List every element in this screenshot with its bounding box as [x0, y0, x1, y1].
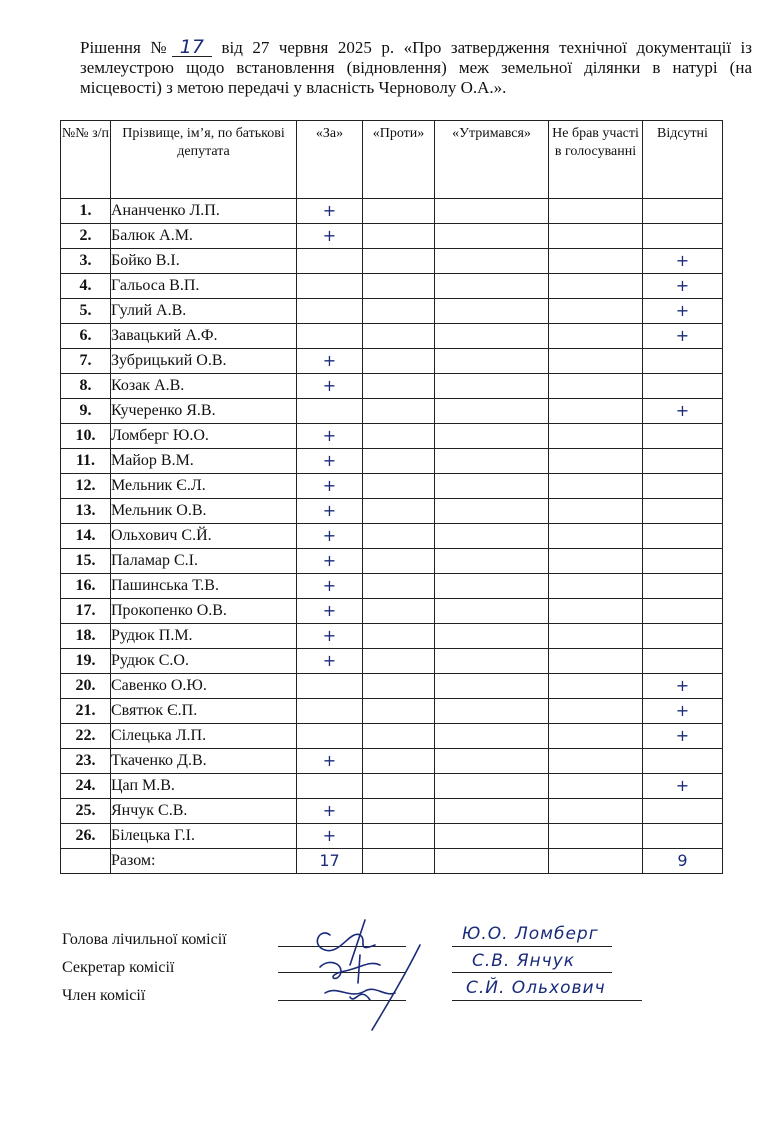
chair-name-line — [452, 946, 612, 947]
vote-abstain — [435, 274, 549, 299]
vote-absent — [643, 824, 723, 849]
table-row — [61, 399, 723, 424]
total-row — [61, 849, 723, 874]
table-row — [61, 699, 723, 724]
row-number: 9. — [61, 399, 111, 424]
vote-absent — [643, 449, 723, 474]
table-row — [61, 324, 723, 349]
vote-not-voted — [549, 199, 643, 224]
vote-not-voted — [549, 474, 643, 499]
vote-against — [363, 474, 435, 499]
vote-against — [363, 224, 435, 249]
table-row — [61, 824, 723, 849]
secretary-name: С.В. Янчук — [472, 951, 576, 971]
table-row — [61, 224, 723, 249]
col-absent-header: Відсутні — [643, 121, 723, 199]
total-for: 17 — [297, 849, 363, 874]
vote-against — [363, 299, 435, 324]
table-row — [61, 599, 723, 624]
table-row — [61, 724, 723, 749]
vote-absent — [643, 749, 723, 774]
total-label: Разом: — [111, 849, 297, 874]
vote-against — [363, 274, 435, 299]
decision-title: від 27 червня 2025 р. «Про затвердження технічної документації із землеустрою щодо встановлення (відновлення) меж земельної ділянки в натурі (на місцевості) з метою передачі у власність Черноволу О.А.». — [80, 38, 752, 97]
row-number: 8. — [61, 374, 111, 399]
vote-absent — [643, 374, 723, 399]
voting-table — [60, 120, 723, 874]
vote-not-voted — [549, 399, 643, 424]
vote-absent: + — [643, 249, 723, 274]
vote-not-voted — [549, 224, 643, 249]
table-row — [61, 624, 723, 649]
vote-not-voted — [549, 449, 643, 474]
vote-absent: + — [643, 774, 723, 799]
member-name-line — [452, 1000, 642, 1001]
row-number: 17. — [61, 599, 111, 624]
vote-against — [363, 624, 435, 649]
vote-for — [297, 249, 363, 274]
row-number: 12. — [61, 474, 111, 499]
vote-abstain — [435, 724, 549, 749]
signature-labels — [62, 926, 227, 1010]
vote-absent — [643, 349, 723, 374]
vote-against — [363, 424, 435, 449]
vote-abstain — [435, 299, 549, 324]
deputy-name: Білецька Г.І. — [111, 824, 297, 849]
vote-for: + — [297, 574, 363, 599]
vote-against — [363, 574, 435, 599]
deputy-name: Майор В.М. — [111, 449, 297, 474]
vote-abstain — [435, 824, 549, 849]
deputy-name: Прокопенко О.В. — [111, 599, 297, 624]
vote-for — [297, 674, 363, 699]
table-row — [61, 349, 723, 374]
chair-name: Ю.О. Ломберг — [462, 924, 599, 944]
vote-absent: + — [643, 274, 723, 299]
vote-not-voted — [549, 724, 643, 749]
member-name: С.Й. Ольхович — [466, 978, 606, 998]
table-row — [61, 274, 723, 299]
row-number: 22. — [61, 724, 111, 749]
vote-for: + — [297, 624, 363, 649]
deputy-name: Рудюк П.М. — [111, 624, 297, 649]
vote-abstain — [435, 499, 549, 524]
row-number: 1. — [61, 199, 111, 224]
row-number: 7. — [61, 349, 111, 374]
table-row — [61, 749, 723, 774]
vote-not-voted — [549, 699, 643, 724]
row-number: 13. — [61, 499, 111, 524]
vote-absent — [643, 549, 723, 574]
chair-label: Голова лічильної комісії — [62, 931, 227, 948]
vote-against — [363, 199, 435, 224]
row-number: 5. — [61, 299, 111, 324]
vote-abstain — [435, 549, 549, 574]
deputy-name: Гулий А.В. — [111, 299, 297, 324]
vote-absent: + — [643, 724, 723, 749]
vote-not-voted — [549, 349, 643, 374]
vote-abstain — [435, 224, 549, 249]
table-row — [61, 199, 723, 224]
vote-for: + — [297, 424, 363, 449]
vote-for: + — [297, 449, 363, 474]
vote-absent — [643, 499, 723, 524]
total-absent: 9 — [643, 849, 723, 874]
vote-not-voted — [549, 299, 643, 324]
vote-not-voted — [549, 749, 643, 774]
vote-not-voted — [549, 374, 643, 399]
deputy-name: Ткаченко Д.В. — [111, 749, 297, 774]
vote-against — [363, 724, 435, 749]
row-number: 18. — [61, 624, 111, 649]
vote-not-voted — [549, 574, 643, 599]
vote-for — [297, 324, 363, 349]
vote-against — [363, 349, 435, 374]
deputy-name: Балюк А.М. — [111, 224, 297, 249]
vote-absent — [643, 624, 723, 649]
vote-not-voted — [549, 649, 643, 674]
vote-for — [297, 399, 363, 424]
vote-absent — [643, 474, 723, 499]
col-num-header: №№ з/п — [61, 121, 111, 199]
deputy-name: Зубрицький О.В. — [111, 349, 297, 374]
table-row — [61, 499, 723, 524]
vote-abstain — [435, 624, 549, 649]
deputy-name: Ананченко Л.П. — [111, 199, 297, 224]
vote-abstain — [435, 349, 549, 374]
row-number: 3. — [61, 249, 111, 274]
secretary-name-line — [452, 972, 612, 973]
vote-for: + — [297, 349, 363, 374]
table-header-row — [61, 121, 723, 199]
vote-for — [297, 699, 363, 724]
col-abstain-header: «Утримався» — [435, 121, 549, 199]
vote-for: + — [297, 599, 363, 624]
vote-not-voted — [549, 424, 643, 449]
vote-abstain — [435, 599, 549, 624]
vote-absent — [643, 799, 723, 824]
row-number: 10. — [61, 424, 111, 449]
vote-absent — [643, 199, 723, 224]
vote-against — [363, 374, 435, 399]
vote-not-voted — [549, 624, 643, 649]
table-row — [61, 574, 723, 599]
deputy-name: Рудюк С.О. — [111, 649, 297, 674]
row-number: 24. — [61, 774, 111, 799]
vote-abstain — [435, 374, 549, 399]
row-number: 6. — [61, 324, 111, 349]
vote-against — [363, 549, 435, 574]
row-number: 15. — [61, 549, 111, 574]
vote-for: + — [297, 649, 363, 674]
vote-against — [363, 599, 435, 624]
vote-for: + — [297, 824, 363, 849]
vote-absent — [643, 574, 723, 599]
vote-abstain — [435, 199, 549, 224]
row-number: 4. — [61, 274, 111, 299]
vote-against — [363, 774, 435, 799]
row-number: 23. — [61, 749, 111, 774]
vote-abstain — [435, 249, 549, 274]
vote-for: + — [297, 224, 363, 249]
deputy-name: Кучеренко Я.В. — [111, 399, 297, 424]
vote-not-voted — [549, 524, 643, 549]
vote-absent: + — [643, 399, 723, 424]
col-name-header: Прізвище, ім’я, по батькові депутата — [111, 121, 297, 199]
vote-against — [363, 524, 435, 549]
deputy-name: Сілецька Л.П. — [111, 724, 297, 749]
vote-for — [297, 299, 363, 324]
vote-for: + — [297, 749, 363, 774]
vote-for: + — [297, 549, 363, 574]
table-row — [61, 774, 723, 799]
deputy-name: Мельник Є.Л. — [111, 474, 297, 499]
deputy-name: Гальоса В.П. — [111, 274, 297, 299]
deputy-name: Савенко О.Ю. — [111, 674, 297, 699]
vote-abstain — [435, 574, 549, 599]
vote-absent — [643, 599, 723, 624]
table-row — [61, 524, 723, 549]
deputy-name: Цап М.В. — [111, 774, 297, 799]
vote-abstain — [435, 424, 549, 449]
vote-not-voted — [549, 274, 643, 299]
vote-not-voted — [549, 674, 643, 699]
member-label: Член комісії — [62, 987, 146, 1004]
vote-abstain — [435, 399, 549, 424]
vote-for: + — [297, 474, 363, 499]
row-number: 19. — [61, 649, 111, 674]
deputy-name: Паламар С.І. — [111, 549, 297, 574]
vote-for: + — [297, 199, 363, 224]
row-number: 11. — [61, 449, 111, 474]
vote-for — [297, 774, 363, 799]
vote-against — [363, 324, 435, 349]
vote-not-voted — [549, 249, 643, 274]
table-row — [61, 374, 723, 399]
vote-not-voted — [549, 599, 643, 624]
vote-for — [297, 274, 363, 299]
vote-absent: + — [643, 699, 723, 724]
vote-for: + — [297, 524, 363, 549]
deputy-name: Пашинська Т.В. — [111, 574, 297, 599]
vote-not-voted — [549, 824, 643, 849]
row-number: 25. — [61, 799, 111, 824]
deputy-name: Мельник О.В. — [111, 499, 297, 524]
vote-abstain — [435, 324, 549, 349]
vote-against — [363, 649, 435, 674]
table-row — [61, 249, 723, 274]
table-row — [61, 549, 723, 574]
table-row — [61, 649, 723, 674]
deputy-name: Ломберг Ю.О. — [111, 424, 297, 449]
decision-prefix: Рішення № — [80, 38, 172, 57]
vote-absent — [643, 224, 723, 249]
vote-for: + — [297, 499, 363, 524]
row-number: 26. — [61, 824, 111, 849]
vote-abstain — [435, 749, 549, 774]
vote-not-voted — [549, 549, 643, 574]
secretary-label: Секретар комісії — [62, 959, 175, 976]
vote-against — [363, 799, 435, 824]
table-row — [61, 424, 723, 449]
vote-not-voted — [549, 324, 643, 349]
vote-abstain — [435, 774, 549, 799]
vote-not-voted — [549, 799, 643, 824]
vote-against — [363, 449, 435, 474]
deputy-name: Завацький А.Ф. — [111, 324, 297, 349]
vote-absent: + — [643, 299, 723, 324]
vote-abstain — [435, 449, 549, 474]
vote-against — [363, 749, 435, 774]
row-number: 2. — [61, 224, 111, 249]
col-not-voted-header: Не брав участі в голосуванні — [549, 121, 643, 199]
vote-for: + — [297, 799, 363, 824]
vote-not-voted — [549, 774, 643, 799]
vote-against — [363, 674, 435, 699]
row-number: 14. — [61, 524, 111, 549]
table-row — [61, 474, 723, 499]
vote-abstain — [435, 699, 549, 724]
vote-absent: + — [643, 674, 723, 699]
deputy-name: Святюк Є.П. — [111, 699, 297, 724]
vote-against — [363, 499, 435, 524]
decision-header — [80, 38, 752, 98]
vote-against — [363, 824, 435, 849]
deputy-name: Козак А.В. — [111, 374, 297, 399]
vote-abstain — [435, 649, 549, 674]
row-number: 16. — [61, 574, 111, 599]
deputy-name: Бойко В.І. — [111, 249, 297, 274]
vote-absent — [643, 424, 723, 449]
vote-against — [363, 699, 435, 724]
decision-number: 17 — [172, 38, 212, 57]
table-row — [61, 799, 723, 824]
vote-absent — [643, 649, 723, 674]
vote-for: + — [297, 374, 363, 399]
vote-not-voted — [549, 499, 643, 524]
row-number: 21. — [61, 699, 111, 724]
vote-abstain — [435, 474, 549, 499]
col-against-header: «Проти» — [363, 121, 435, 199]
handwritten-signatures — [290, 905, 440, 1035]
vote-against — [363, 249, 435, 274]
vote-abstain — [435, 674, 549, 699]
col-for-header: «За» — [297, 121, 363, 199]
vote-abstain — [435, 524, 549, 549]
vote-for — [297, 724, 363, 749]
table-row — [61, 299, 723, 324]
vote-abstain — [435, 799, 549, 824]
vote-absent: + — [643, 324, 723, 349]
vote-absent — [643, 524, 723, 549]
deputy-name: Ольхович С.Й. — [111, 524, 297, 549]
row-number: 20. — [61, 674, 111, 699]
table-row — [61, 449, 723, 474]
deputy-name: Янчук С.В. — [111, 799, 297, 824]
vote-against — [363, 399, 435, 424]
table-row — [61, 674, 723, 699]
